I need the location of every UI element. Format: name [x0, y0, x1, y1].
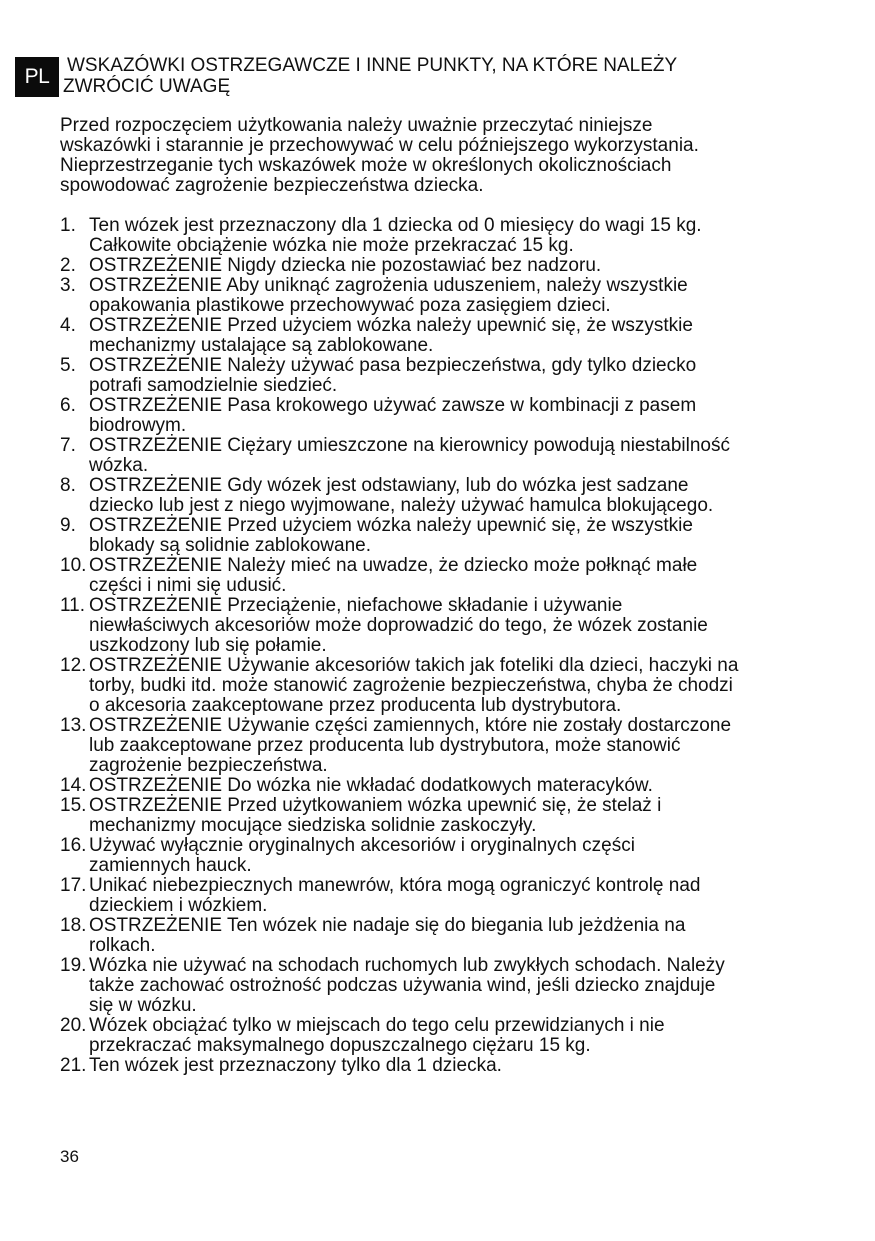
- list-item: [60, 276, 850, 316]
- list-item-number: 20.: [60, 1015, 87, 1036]
- list-item: [60, 316, 850, 356]
- list-item-number: 18.: [60, 915, 87, 936]
- list-item-text: o akcesoria zaakceptowane przez producenta lub dystrybutora.: [89, 695, 622, 716]
- list-item-text: OSTRZEŻENIE Używanie akcesoriów takich jak foteliki dla dzieci, haczyki na: [89, 655, 739, 676]
- list-item: [60, 516, 850, 556]
- list-item-text: Wózek obciążać tylko w miejscach do tego celu przewidzianych i nie: [89, 1015, 665, 1036]
- list-item-text: potrafi samodzielnie siedzieć.: [89, 375, 338, 396]
- list-item-number: 8.: [60, 475, 76, 496]
- intro-line: wskazówki i starannie je przechowywać w celu późniejszego wykorzystania.: [60, 135, 699, 156]
- list-item-text: OSTRZEŻENIE Pasa krokowego używać zawsze w kombinacji z pasem: [89, 395, 697, 416]
- list-item-text: Wózka nie używać na schodach ruchomych lub zwykłych schodach. Należy: [89, 955, 725, 976]
- list-item: [60, 436, 850, 476]
- list-item: [60, 476, 850, 516]
- list-item-text: Unikać niebezpiecznych manewrów, która mogą ograniczyć kontrolę nad: [89, 875, 701, 896]
- list-item-text: OSTRZEŻENIE Należy używać pasa bezpieczeństwa, gdy tylko dziecko: [89, 355, 697, 376]
- list-item-number: 16.: [60, 835, 87, 856]
- list-item: [60, 356, 850, 396]
- list-item-text: Ten wózek jest przeznaczony dla 1 dziecka od 0 miesięcy do wagi 15 kg.: [89, 215, 702, 236]
- list-item-text: się w wózku.: [89, 995, 197, 1016]
- page-title-line-2: ZWRÓCIĆ UWAGĘ: [63, 76, 231, 97]
- list-item-number: 7.: [60, 435, 76, 456]
- list-item: [60, 876, 850, 916]
- list-item-number: 11.: [60, 595, 86, 616]
- list-item-text: blokady są solidnie zablokowane.: [89, 535, 372, 556]
- list-item-number: 10.: [60, 555, 87, 576]
- list-item: [60, 1016, 850, 1056]
- intro-paragraph: [60, 116, 840, 196]
- page-number: 36: [60, 1147, 79, 1166]
- list-item: [60, 956, 850, 1016]
- list-item-number: 14.: [60, 775, 87, 796]
- warnings-list: [60, 216, 850, 1076]
- list-item-text: także zachować ostrożność podczas używania wind, jeśli dziecko znajduje: [89, 975, 716, 996]
- list-item-number: 1.: [60, 215, 76, 236]
- list-item-number: 12.: [60, 655, 87, 676]
- list-item-text: Ten wózek jest przeznaczony tylko dla 1 dziecka.: [89, 1055, 502, 1076]
- list-item-text: uszkodzony lub się połamie.: [89, 635, 327, 656]
- list-item: [60, 916, 850, 956]
- list-item-text: części i nimi się udusić.: [89, 575, 287, 596]
- list-item-text: OSTRZEŻENIE Ten wózek nie nadaje się do biegania lub jeżdżenia na: [89, 915, 686, 936]
- list-item: [60, 256, 850, 276]
- page-title: [63, 55, 803, 97]
- list-item-text: OSTRZEŻENIE Aby uniknąć zagrożenia uduszeniem, należy wszystkie: [89, 275, 688, 296]
- intro-line: Nieprzestrzeganie tych wskazówek może w określonych okolicznościach: [60, 155, 672, 176]
- list-item-text: OSTRZEŻENIE Gdy wózek jest odstawiany, lub do wózka jest sadzane: [89, 475, 689, 496]
- list-item-text: rolkach.: [89, 935, 156, 956]
- list-item-text: OSTRZEŻENIE Przeciążenie, niefachowe składanie i używanie: [89, 595, 623, 616]
- list-item-number: 4.: [60, 315, 76, 336]
- list-item: [60, 836, 850, 876]
- page-title-line-1: WSKAZÓWKI OSTRZEGAWCZE I INNE PUNKTY, NA KTÓRE NALEŻY: [67, 55, 678, 76]
- list-item-text: zamiennych hauck.: [89, 855, 252, 876]
- list-item: [60, 216, 850, 256]
- list-item-number: 21.: [60, 1055, 87, 1076]
- list-item-number: 17.: [60, 875, 87, 896]
- list-item-text: torby, budki itd. może stanowić zagrożenie bezpieczeństwa, chyba że chodzi: [89, 675, 733, 696]
- list-item: [60, 776, 850, 796]
- list-item: [60, 656, 850, 716]
- list-item-text: OSTRZEŻENIE Używanie części zamiennych, które nie zostały dostarczone: [89, 715, 732, 736]
- list-item-number: 15.: [60, 795, 87, 816]
- intro-line: spowodować zagrożenie bezpieczeństwa dziecka.: [60, 175, 484, 196]
- list-item-text: OSTRZEŻENIE Ciężary umieszczone na kierownicy powodują niestabilność: [89, 435, 730, 456]
- list-item-text: opakowania plastikowe przechowywać poza zasięgiem dzieci.: [89, 295, 611, 316]
- list-item-text: niewłaściwych akcesoriów może doprowadzić do tego, że wózek zostanie: [89, 615, 708, 636]
- list-item-text: biodrowym.: [89, 415, 187, 436]
- intro-line: Przed rozpoczęciem użytkowania należy uważnie przeczytać niniejsze: [60, 115, 653, 136]
- list-item-number: 5.: [60, 355, 76, 376]
- list-item: [60, 716, 850, 776]
- list-item: [60, 396, 850, 436]
- list-item-text: OSTRZEŻENIE Nigdy dziecka nie pozostawiać bez nadzoru.: [89, 255, 602, 276]
- language-badge: PL: [15, 57, 59, 97]
- list-item-text: wózka.: [89, 455, 149, 476]
- list-item-text: OSTRZEŻENIE Należy mieć na uwadze, że dziecko może połknąć małe: [89, 555, 698, 576]
- list-item: [60, 596, 850, 656]
- list-item-text: mechanizmy mocujące siedziska solidnie zaskoczyły.: [89, 815, 537, 836]
- list-item-number: 3.: [60, 275, 76, 296]
- list-item-text: dziecko lub jest z niego wyjmowane, należy używać hamulca blokującego.: [89, 495, 714, 516]
- list-item-text: zagrożenie bezpieczeństwa.: [89, 755, 328, 776]
- list-item: [60, 556, 850, 596]
- list-item-text: dzieckiem i wózkiem.: [89, 895, 268, 916]
- list-item-text: lub zaakceptowane przez producenta lub dystrybutora, może stanowić: [89, 735, 681, 756]
- list-item-text: mechanizmy ustalające są zablokowane.: [89, 335, 434, 356]
- list-item-number: 6.: [60, 395, 76, 416]
- list-item-text: OSTRZEŻENIE Przed użyciem wózka należy upewnić się, że wszystkie: [89, 515, 693, 536]
- list-item-number: 19.: [60, 955, 87, 976]
- list-item-number: 13.: [60, 715, 87, 736]
- list-item-text: OSTRZEŻENIE Przed użyciem wózka należy upewnić się, że wszystkie: [89, 315, 693, 336]
- list-item-text: Całkowite obciążenie wózka nie może przekraczać 15 kg.: [89, 235, 574, 256]
- list-item-number: 9.: [60, 515, 76, 536]
- list-item: [60, 796, 850, 836]
- list-item-text: Używać wyłącznie oryginalnych akcesoriów i oryginalnych części: [89, 835, 635, 856]
- list-item-text: OSTRZEŻENIE Przed użytkowaniem wózka upewnić się, że stelaż i: [89, 795, 662, 816]
- list-item-text: przekraczać maksymalnego dopuszczalnego ciężaru 15 kg.: [89, 1035, 591, 1056]
- list-item: [60, 1056, 850, 1076]
- list-item-text: OSTRZEŻENIE Do wózka nie wkładać dodatkowych materacyków.: [89, 775, 653, 796]
- list-item-number: 2.: [60, 255, 76, 276]
